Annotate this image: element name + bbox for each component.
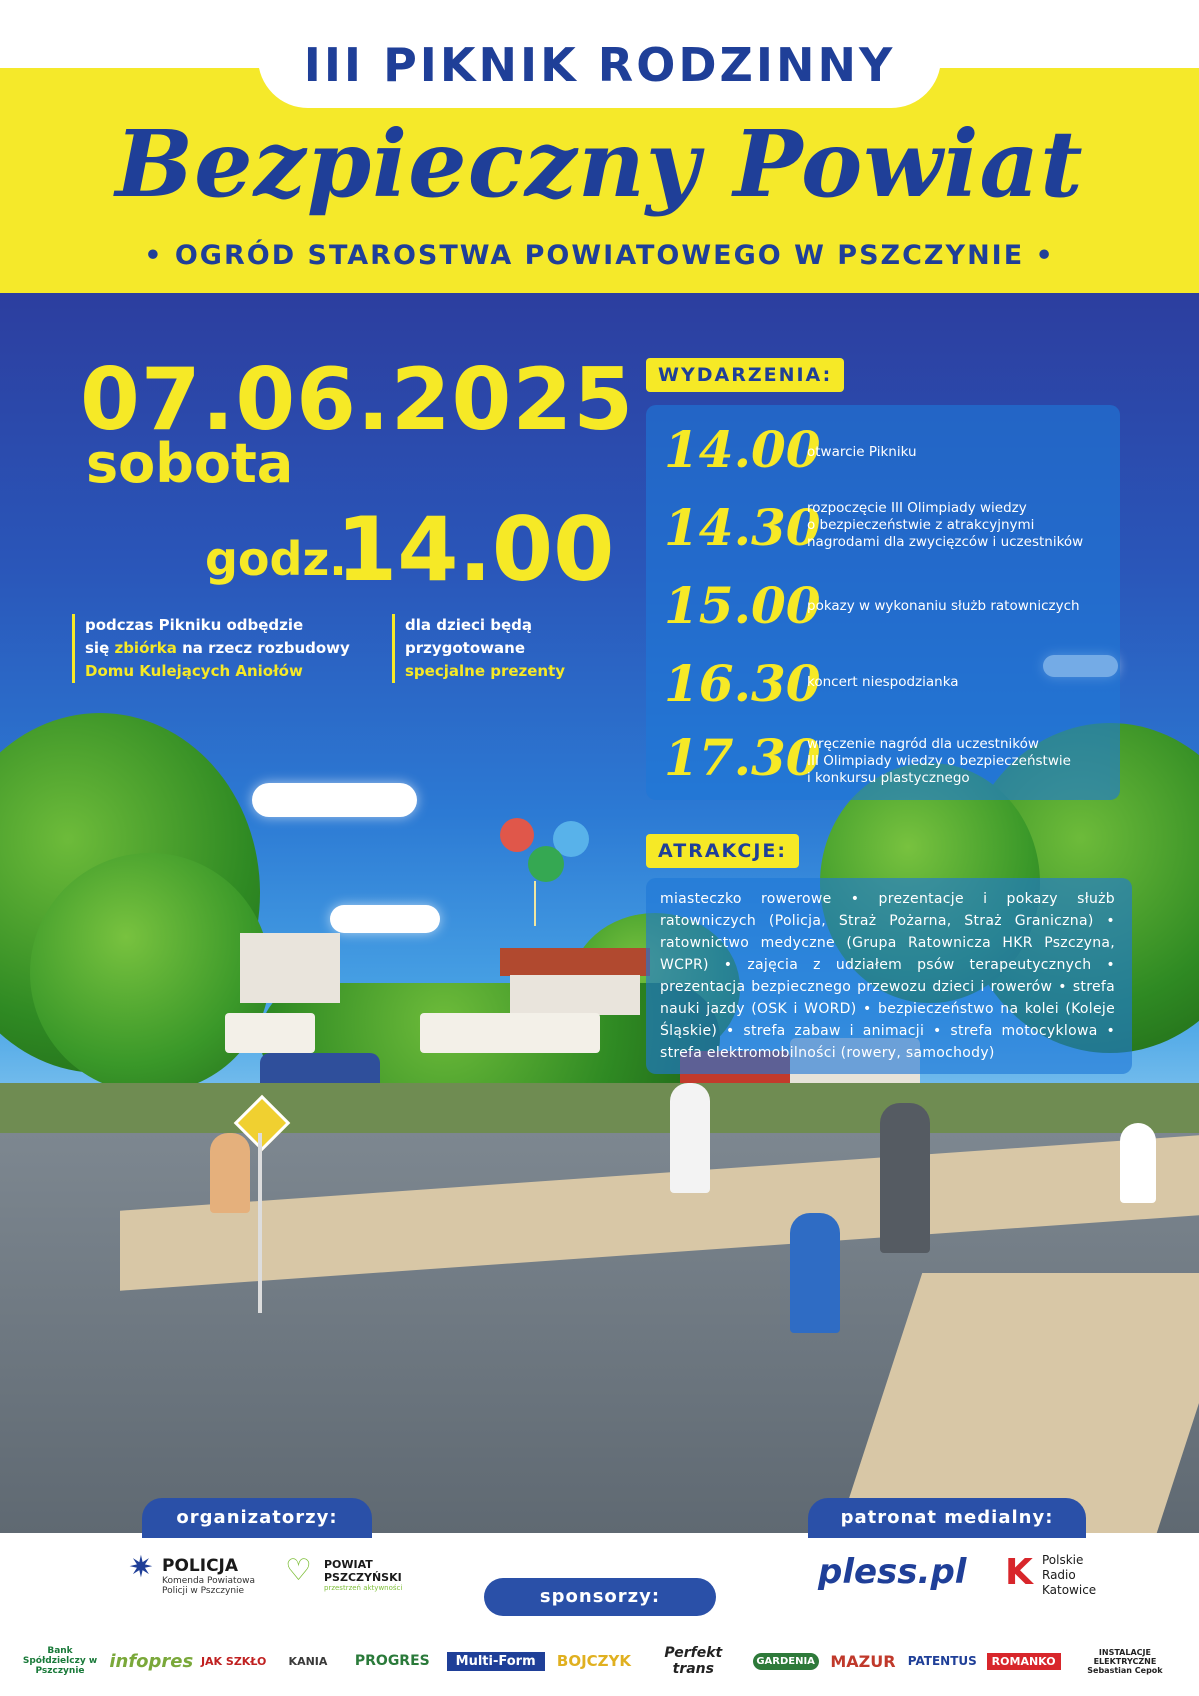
sponsors-label: sponsorzy:: [484, 1578, 716, 1616]
events-label: WYDARZENIA:: [646, 358, 844, 392]
sponsors-row: [20, 1636, 1180, 1686]
building-left: [240, 933, 340, 1003]
event-date: 07.06.2025: [80, 350, 635, 450]
building-right: [510, 975, 640, 1015]
event-desc-4: [807, 674, 1117, 691]
event-series-title: III PIKNIK RODZINNY: [303, 38, 896, 92]
sponsor-logo: ROMANKO: [987, 1653, 1061, 1670]
sponsor-logo: PATENTUS: [907, 1654, 977, 1668]
radio-line-1: Polskie: [1042, 1553, 1084, 1567]
event-weekday: sobota: [86, 432, 294, 495]
organizers-label: organizatorzy:: [142, 1498, 372, 1538]
radio-line-2: Radio: [1042, 1568, 1076, 1582]
event-desc-3-line: pokazy w wykonaniu służb ratowniczych: [807, 598, 1080, 614]
powiat-name-2: PSZCZYŃSKI: [324, 1571, 402, 1584]
event-desc-3: [807, 598, 1117, 615]
event-main-title: Bezpieczny Powiat: [115, 110, 1084, 218]
sponsor-logo: GARDENIA: [753, 1653, 819, 1670]
tent: [420, 1013, 600, 1053]
sponsor-logo: MAZUR: [830, 1651, 896, 1671]
tree-left-back: [30, 853, 270, 1093]
person: [670, 1083, 710, 1193]
policja-logo: [162, 1556, 255, 1596]
radio-katowice-icon: K: [1005, 1552, 1033, 1593]
balloon-red: [500, 818, 534, 852]
fundraiser-line-1: podczas Pikniku odbędzie: [85, 616, 304, 634]
child-with-scooter: [790, 1213, 840, 1333]
gifts-line-1: dla dzieci będą: [405, 616, 533, 634]
event-desc-5-line: i konkursu plastycznego: [807, 770, 970, 786]
policja-star-icon: ✷: [128, 1550, 154, 1585]
sponsor-logo: PROGRES: [354, 1653, 430, 1669]
sponsor-logo: Bank Spółdzielczy w Pszczynie: [22, 1646, 98, 1676]
gifts-info: [392, 614, 605, 683]
sponsor-logo: Multi-Form: [447, 1652, 545, 1671]
cloud-shape: [252, 783, 417, 817]
event-desc-2-line: nagrodami dla zwycięzców i uczestników: [807, 534, 1084, 550]
event-desc-2-line: o bezpieczeństwie z atrakcyjnymi: [807, 517, 1035, 533]
sponsor-logo: INSTALACJE ELEKTRYCZNE Sebastian Cepok: [1087, 1647, 1163, 1675]
event-desc-4-line: koncert niespodzianka: [807, 674, 959, 690]
event-time-2: 14.30: [664, 498, 821, 557]
balloon-green: [528, 846, 564, 882]
event-time-4: 16.30: [664, 654, 821, 713]
fundraiser-line-2: [85, 637, 385, 660]
person: [880, 1103, 930, 1253]
event-time-3: 15.00: [664, 576, 821, 635]
cloud-shape: [330, 905, 440, 933]
media-patronage-label: patronat medialny:: [808, 1498, 1086, 1538]
event-desc-1-line: otwarcie Pikniku: [807, 444, 917, 460]
event-time: 14.00: [336, 498, 615, 601]
event-time-label: godz.: [205, 532, 347, 586]
powiat-tagline: przestrzeń aktywności: [324, 1584, 403, 1592]
policja-line-2: Policji w Pszczynie: [162, 1586, 245, 1596]
sponsor-logo: infopres: [109, 1650, 194, 1672]
child-on-bike: [1120, 1123, 1156, 1203]
powiat-heart-icon: ♡: [285, 1553, 312, 1588]
radio-line-3: Katowice: [1042, 1583, 1097, 1597]
fundraiser-line-2-post: na rzecz rozbudowy: [176, 639, 350, 657]
road-sign-pole: [258, 1133, 262, 1313]
gifts-line-3: specjalne prezenty: [405, 662, 566, 680]
fundraiser-line-3: Domu Kulejących Aniołów: [85, 662, 303, 680]
event-desc-1: [807, 444, 1107, 461]
pless-logo: pless.pl: [818, 1552, 967, 1592]
policja-name: POLICJA: [162, 1556, 239, 1576]
attractions-label: ATRAKCJE:: [646, 834, 799, 868]
powiat-logo: [324, 1558, 402, 1592]
attractions-text: miasteczko rowerowe • prezentacje i pokazy służb ratowniczych (Policja, Straż Pożarna, Straż Graniczna) • ratownictwo medyczne (Grupa Ratownicza HKR Pszczyna, WCPR) • zajęcia z udziałem psów terapeutycznych • prezentacja bezpiecznego przewozu dzieci i rowerów • strefa nauki jazdy (OSK i WORD) • bezpieczeństwo na kolei (Koleje Śląskie) • strefa zabaw i animacji • strefa motocyklowa • strefa elektromobilności (rowery, samochody): [660, 891, 1115, 1061]
child-on-bike: [210, 1133, 250, 1213]
fundraiser-highlight: zbiórka: [114, 639, 177, 657]
event-time-1: 14.00: [664, 420, 821, 479]
gifts-line-2: przygotowane: [405, 639, 525, 657]
balloon-string: [534, 881, 536, 926]
event-location: • OGRÓD STAROSTWA POWIATOWEGO W PSZCZYNIE •: [144, 240, 1055, 271]
powiat-name-1: POWIAT: [324, 1558, 373, 1571]
sponsor-logo: Perfekt trans: [664, 1645, 723, 1677]
policja-line-1: Komenda Powiatowa: [162, 1576, 255, 1586]
event-desc-2-line: rozpoczęcie III Olimpiady wiedzy: [807, 500, 1027, 516]
event-desc-5: [807, 736, 1117, 787]
building-right-roof: [500, 948, 650, 976]
event-time-5: 17.30: [664, 728, 821, 787]
event-desc-5-line: III Olimpiady wiedzy o bezpieczeństwie: [807, 753, 1071, 769]
tent: [225, 1013, 315, 1053]
radio-katowice-logo: [1042, 1553, 1096, 1598]
event-desc-5-line: wręczenie nagród dla uczestników: [807, 736, 1039, 752]
event-desc-2: [807, 500, 1117, 551]
sponsor-logo: KANIA: [288, 1654, 328, 1668]
sponsor-logo: JAK SZKŁO: [200, 1654, 267, 1668]
fundraiser-line-2-pre: się: [85, 639, 115, 657]
sponsor-logo: BOJCZYK: [556, 1652, 632, 1670]
fundraiser-info: [72, 614, 385, 683]
